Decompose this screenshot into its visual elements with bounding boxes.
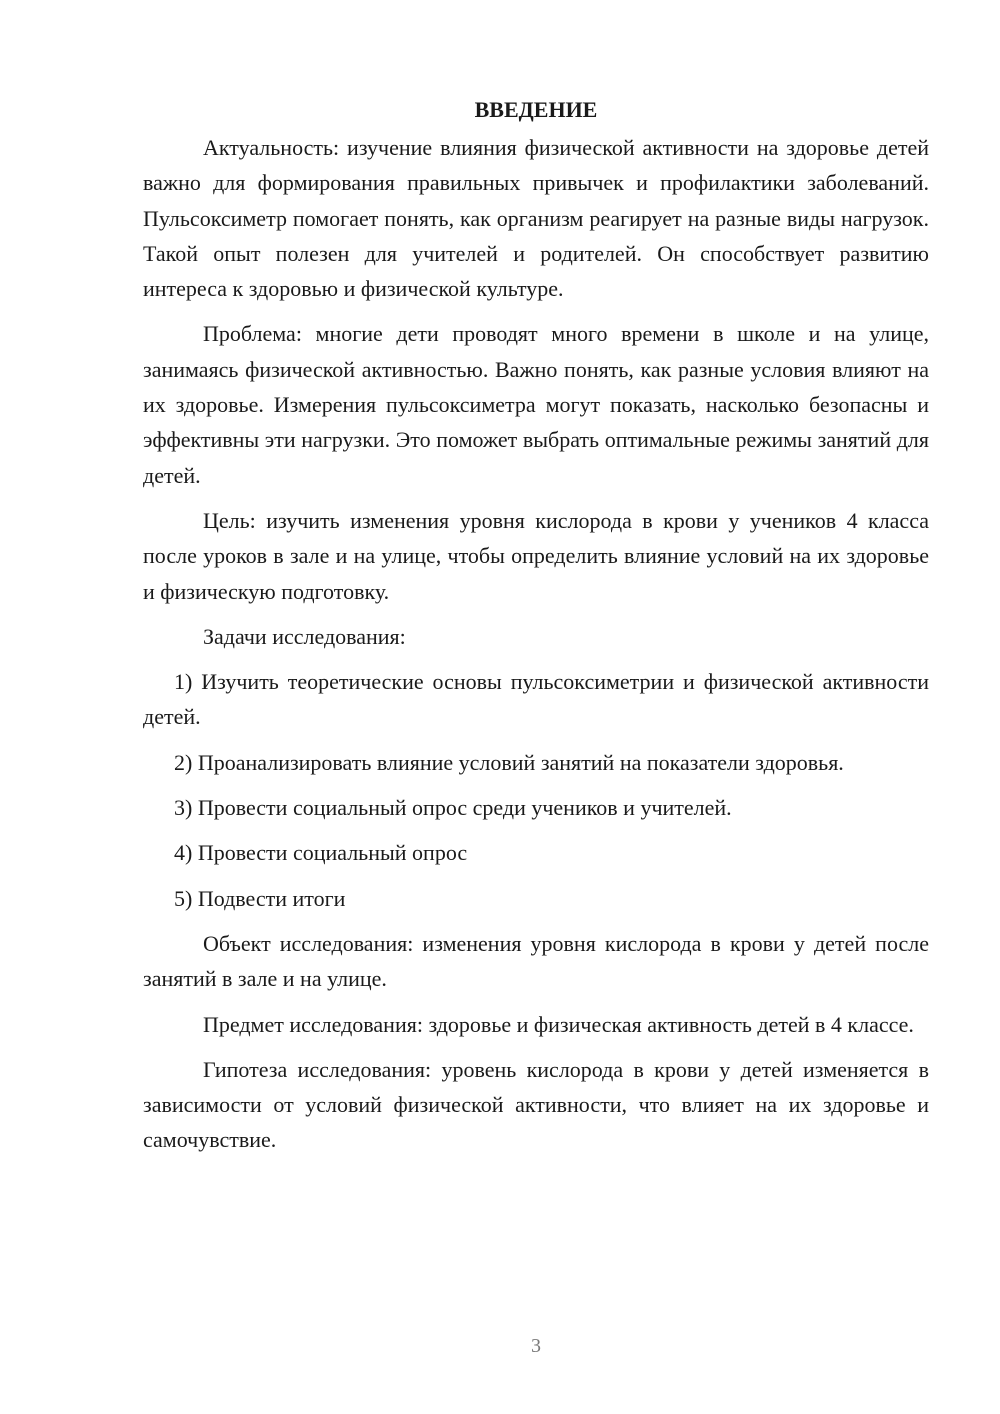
task-item-4: 4) Провести социальный опрос [174,840,468,866]
task-item-3: 3) Провести социальный опрос среди учеников и учителей. [174,795,732,821]
task-item-1: 1) Изучить теоретические основы пульсоксиметрии и физической активности детей. [143,669,929,730]
document-page [143,92,929,1168]
page-title: ВВЕДЕНИЕ [474,97,598,122]
object-paragraph: Объект исследования: изменения уровня кислорода в крови у детей после занятий в зале и на улице. [143,930,929,992]
tasks-heading: Задачи исследования: [203,623,406,649]
task-item-5: 5) Подвести итоги [174,885,346,911]
hypothesis-paragraph: Гипотеза исследования: уровень кислорода в крови у детей изменяется в зависимости от условий физической активности, что влияет на их здоровье и самочувствие. [143,1056,929,1153]
subject-paragraph: Предмет исследования: здоровье и физическая активность детей в 4 классе. [203,1011,914,1037]
relevance-paragraph: Актуальность: изучение влияния физической активности на здоровье детей важно для формирования правильных привычек и профилактики заболеваний. Пульсоксиметр помогает понять, как организм реагирует на разные виды нагрузок. Такой опыт полезен для учителей и родителей. Он способствует развитию интереса к здоровью и физической культуре. [143,135,929,302]
task-item-2: 2) Проанализировать влияние условий занятий на показатели здоровья. [174,749,844,775]
page-number: 3 [531,1335,541,1357]
goal-paragraph: Цель: изучить изменения уровня кислорода в крови у учеников 4 класса после уроков в зале и на улице, чтобы определить влияние условий на их здоровье и физическую подготовку. [143,507,929,604]
problem-paragraph: Проблема: многие дети проводят много времени в школе и на улице, занимаясь физической активностью. Важно понять, как разные условия влияют на их здоровье. Измерения пульсоксиметра могут показать, насколько безопасны и эффективны эти нагрузки. Это поможет выбрать оптимальные режимы занятий для детей. [143,321,929,488]
